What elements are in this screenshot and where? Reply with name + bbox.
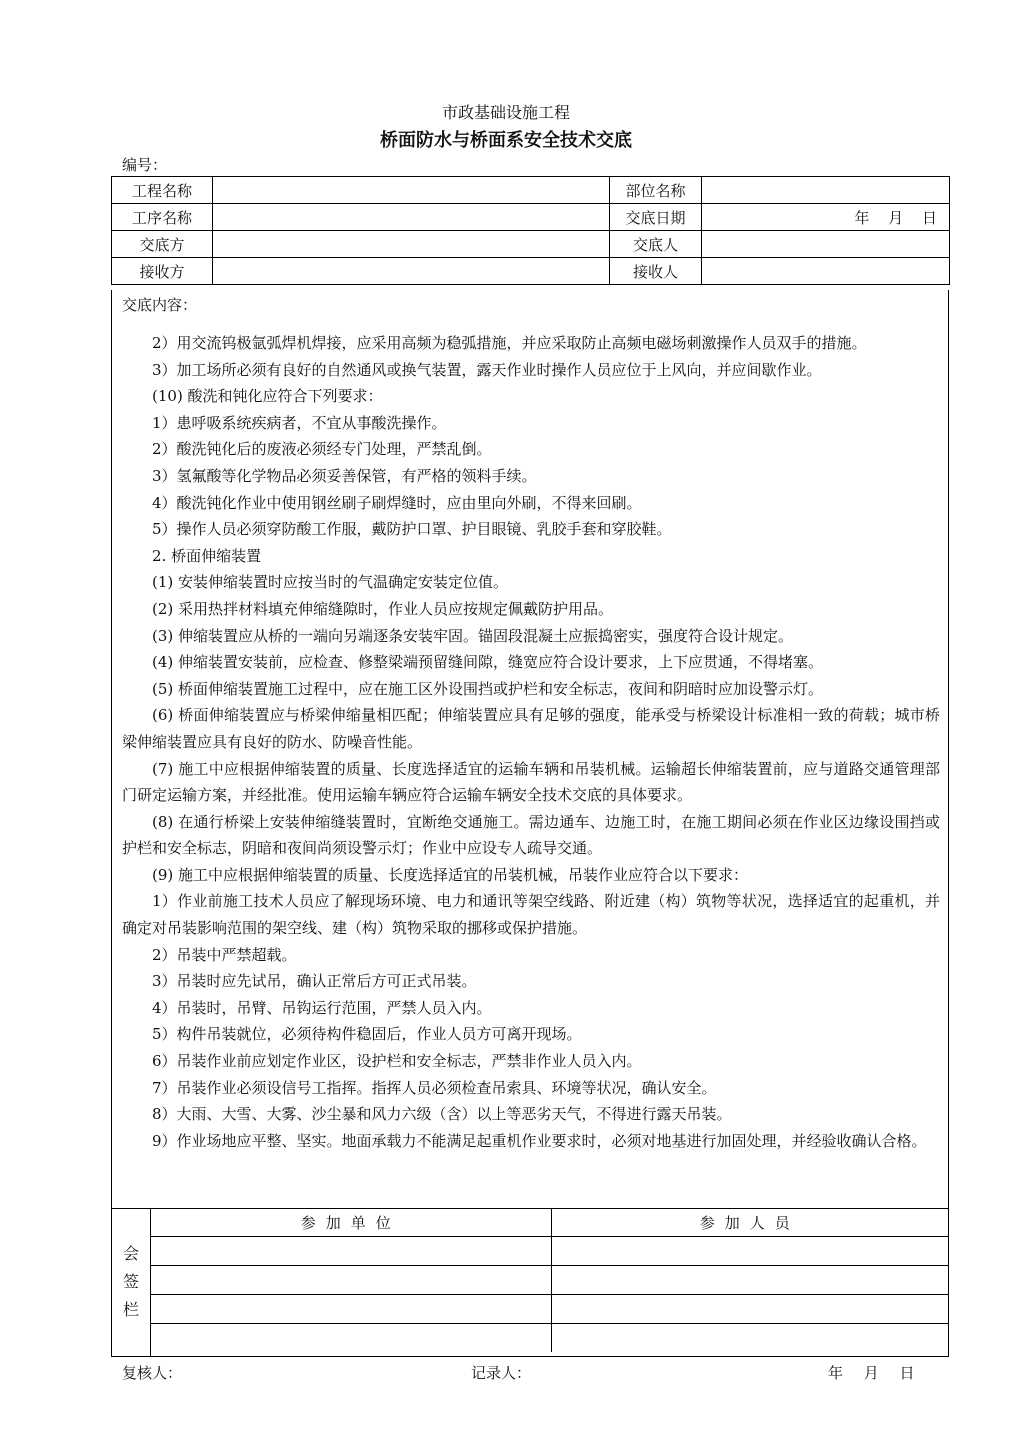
- receiver-side-label: 接收方: [112, 258, 213, 285]
- signoff-row: [151, 1324, 948, 1353]
- signoff-header-row: [151, 1208, 948, 1237]
- person-cell[interactable]: [551, 1324, 948, 1353]
- signoff-side-char-2: 签: [122, 1272, 139, 1291]
- recorder-label: 记录人：: [471, 1364, 532, 1382]
- content-paragraph: 4）酸洗钝化作业中使用钢丝刷子刷焊缝时，应由里向外刷，不得来回刷。: [152, 493, 642, 512]
- content-paragraph: 5）操作人员必须穿防酸工作服，戴防护口罩、护目眼镜、乳胶手套和穿胶鞋。: [152, 520, 672, 539]
- content-paragraph: (2) 采用热拌材料填充伸缩缝隙时，作业人员应按规定佩戴防护用品。: [152, 599, 614, 618]
- person-cell[interactable]: [551, 1266, 948, 1295]
- info-row-receiver: [112, 258, 950, 285]
- signoff-row: [151, 1266, 948, 1295]
- unit-header: 参加单位: [151, 1208, 551, 1237]
- signoff-side-label: [112, 1208, 151, 1356]
- content-paragraph: (8) 在通行桥梁上安装伸缩缝装置时，宜断绝交通施工。需边通车、边施工时，在施工期间必须在作业区边缘设围挡或护栏和安全标志，阴暗和夜间尚须设警示灯；作业中应设专人疏导交通。: [122, 812, 940, 858]
- reviewer-label: 复核人：: [122, 1364, 183, 1382]
- content-paragraph: 1）患呼吸系统疾病者，不宜从事酸洗操作。: [152, 413, 447, 432]
- part-name-label: 部位名称: [610, 177, 702, 204]
- content-label: 交底内容：: [122, 296, 198, 314]
- content-paragraph: 8）大雨、大雪、大雾、沙尘暴和风力六级（含）以上等恶劣天气，不得进行露天吊装。: [152, 1105, 732, 1124]
- document-subtitle: 市政基础设施工程: [441, 103, 570, 122]
- content-paragraph: 2. 桥面伸缩装置: [152, 546, 262, 565]
- serial-number-label: 编号：: [122, 156, 168, 174]
- date-label: 交底日期: [610, 204, 702, 231]
- receiver-person-value[interactable]: [702, 258, 950, 285]
- content-paragraph: 2）吊装中严禁超载。: [152, 945, 297, 964]
- info-table: [111, 176, 950, 285]
- signoff-section: [111, 1208, 949, 1357]
- content-paragraph: 2）用交流钨极氩弧焊机焊接，应采用高频为稳弧措施，并应采取防止高频电磁场刺激操作人员双手的措施。: [152, 334, 867, 352]
- document-title: 桥面防水与桥面系安全技术交底: [380, 130, 632, 151]
- receiver-side-value[interactable]: [213, 258, 610, 285]
- signoff-side-char-1: 会: [122, 1244, 139, 1263]
- content-paragraph: (4) 伸缩装置安装前，应检查、修整梁端预留缝间隙，缝宽应符合设计要求，上下应贯通，不得堵塞。: [152, 653, 824, 672]
- content-paragraph: (9) 施工中应根据伸缩装置的质量、长度选择适宜的吊装机械，吊装作业应符合以下要求：: [152, 865, 749, 884]
- person-cell[interactable]: [551, 1295, 948, 1324]
- content-paragraphs: [122, 330, 940, 1154]
- part-name-value[interactable]: [702, 177, 950, 204]
- person-header: 参加人员: [551, 1208, 948, 1237]
- project-name-value[interactable]: [213, 177, 610, 204]
- content-paragraph: (6) 桥面伸缩装置应与桥梁伸缩量相匹配；伸缩装置应具有足够的强度，能承受与桥梁设计标准相一致的荷载；城市桥梁伸缩装置应具有良好的防水、防噪音性能。: [122, 706, 940, 751]
- content-paragraph: 6）吊装作业前应划定作业区，设护栏和安全标志，严禁非作业人员入内。: [152, 1052, 642, 1071]
- signoff-table: [151, 1208, 948, 1352]
- signoff-side-char-3: 栏: [122, 1300, 139, 1319]
- content-paragraph: 2）酸洗钝化后的废液必须经专门处理，严禁乱倒。: [152, 440, 492, 459]
- unit-cell[interactable]: [151, 1295, 551, 1324]
- content-paragraph: (7) 施工中应根据伸缩装置的质量、长度选择适宜的运输车辆和吊装机械。运输超长伸缩装置前，应与道路交通管理部门研定运输方案，并经批准。使用运输车辆应符合运输车辆安全技术交底的具体要求。: [122, 759, 940, 805]
- project-name-label: 工程名称: [112, 177, 213, 204]
- content-paragraph: 9）作业场地应平整、坚实。地面承载力不能满足起重机作业要求时，必须对地基进行加固处理，并经验收确认合格。: [152, 1131, 927, 1150]
- content-paragraph: 3）吊装时应先试吊，确认正常后方可正式吊装。: [152, 972, 477, 991]
- content-paragraph: (3) 伸缩装置应从桥的一端向另端逐条安装牢固。锚固段混凝土应振捣密实，强度符合设计规定。: [152, 626, 794, 645]
- unit-cell[interactable]: [151, 1237, 551, 1266]
- content-paragraph: 3）加工场所必须有良好的自然通风或换气装置，露天作业时操作人员应位于上风向，并应间歇作业。: [152, 360, 822, 379]
- content-paragraph: 5）构件吊装就位，必须待构件稳固后，作业人员方可离开现场。: [152, 1025, 582, 1044]
- footer-date: 年 月 日: [828, 1364, 915, 1382]
- info-row-process: [112, 204, 950, 231]
- info-row-project: [112, 177, 950, 204]
- info-row-giver: [112, 231, 950, 258]
- content-paragraph: (5) 桥面伸缩装置施工过程中，应在施工区外设围挡或护栏和安全标志，夜间和阴暗时应加设警示灯。: [152, 679, 824, 698]
- giver-side-value[interactable]: [213, 231, 610, 258]
- content-box: [111, 290, 949, 1209]
- unit-cell[interactable]: [151, 1324, 551, 1353]
- process-name-label: 工序名称: [112, 204, 213, 231]
- content-paragraph: 3）氢氟酸等化学物品必须妥善保管，有严格的领料手续。: [152, 466, 537, 485]
- content-paragraph: 1）作业前施工技术人员应了解现场环境、电力和通讯等架空线路、附近建（构）筑物等状况，选择适宜的起重机，并确定对吊装影响范围的架空线、建（构）筑物采取的挪移或保护措施。: [122, 892, 940, 938]
- giver-side-label: 交底方: [112, 231, 213, 258]
- content-paragraph: (10) 酸洗和钝化应符合下列要求：: [152, 387, 383, 406]
- receiver-person-label: 接收人: [610, 258, 702, 285]
- signoff-row: [151, 1295, 948, 1324]
- unit-cell[interactable]: [151, 1266, 551, 1295]
- content-paragraph: 7）吊装作业必须设信号工指挥。指挥人员必须检查吊索具、环境等状况，确认安全。: [152, 1078, 717, 1097]
- person-cell[interactable]: [551, 1237, 948, 1266]
- signoff-row: [151, 1237, 948, 1266]
- process-name-value[interactable]: [213, 204, 610, 231]
- date-value[interactable]: 年 月 日: [702, 204, 950, 231]
- giver-person-label: 交底人: [610, 231, 702, 258]
- giver-person-value[interactable]: [702, 231, 950, 258]
- content-paragraph: (1) 安装伸缩装置时应按当时的气温确定安装定位值。: [152, 573, 509, 592]
- content-paragraph: 4）吊装时，吊臂、吊钩运行范围，严禁人员入内。: [152, 998, 492, 1017]
